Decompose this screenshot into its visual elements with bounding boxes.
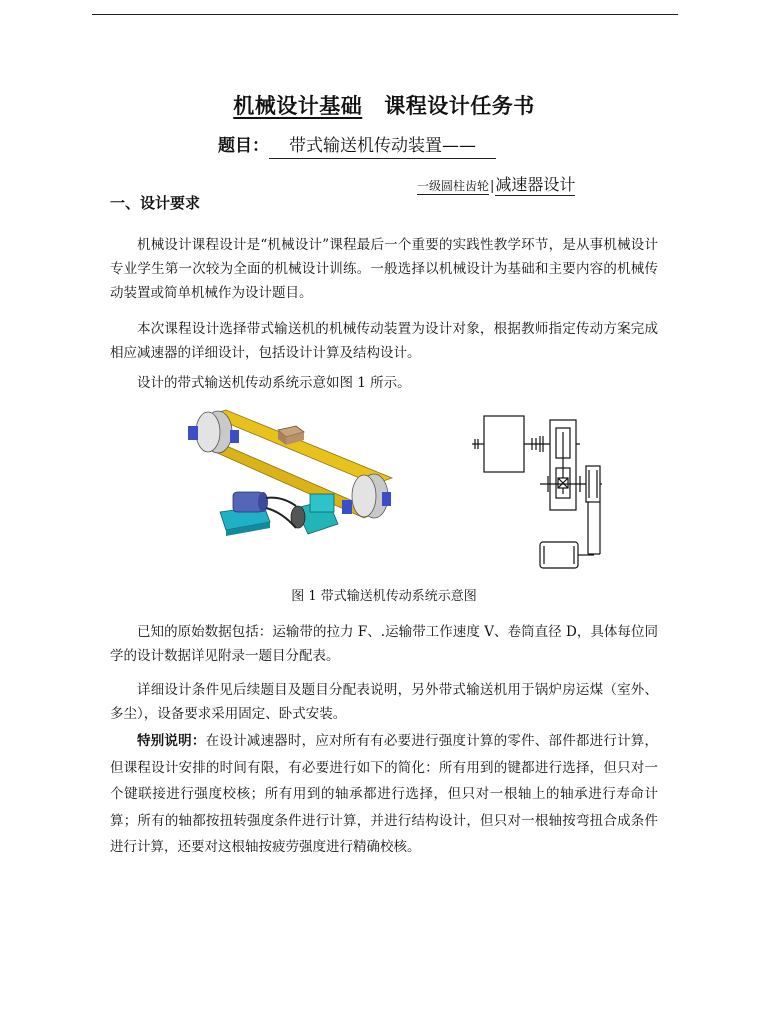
title-task: 课程设计任务书 xyxy=(384,93,535,118)
schematic-motor xyxy=(540,542,578,568)
top-rule xyxy=(92,14,678,15)
subtopic-line xyxy=(417,172,575,195)
paragraph-conditions: 详细设计条件见后续题目及题目分配表说明，另外带式输送机用于锅炉房运煤（室外、多尘），设备要求采用固定、卧式安装。 xyxy=(110,682,658,722)
special-note-text: 在设计减速器时，应对所有有必要进行强度计算的零件、部件都进行计算，但课程设计安排的时间有限，有必要进行如下的简化：所有用到的键都进行选择，但只对一个键联接进行强度校核；所有用到的轴承都进行选择，但只对一根轴上的轴承进行寿命计算；所有的轴都按扭转强度条件进行计算，并进行结构设计，但只对一根轴按弯扭合成条件进行计算，还要对这根轴按疲劳强度进行精确校核。 xyxy=(110,733,659,855)
paragraph-design-object: 本次课程设计选择带式输送机的机械传动装置为设计对象，根据教师指定传动方案完成相应减速器的详细设计，包括设计计算及结构设计。 xyxy=(110,321,658,361)
motor-assembly xyxy=(220,492,270,536)
schematic-drum xyxy=(484,416,524,472)
transmission-schematic xyxy=(468,406,618,574)
topic-line xyxy=(218,131,496,159)
title-course: 机械设计基础 xyxy=(233,93,363,118)
paragraph-figure-ref: 设计的带式输送机传动系统示意如图 1 所示。 xyxy=(137,375,411,391)
paragraph-intro: 机械设计课程设计是“机械设计”课程最后一个重要的实践性教学环节，是从事机械设计专业学生第一次较为全面的机械设计训练。一般选择以机械设计为基础和主要内容的机械传动装置或简单机械作为设计题目。 xyxy=(110,237,658,301)
paragraph-data: 已知的原始数据包括：运输带的拉力 F、.运输带工作速度 V、卷筒直径 D，具体每位同学的设计数据详见附录一题目分配表。 xyxy=(110,624,658,664)
subtopic-separator: | xyxy=(490,179,495,194)
conveyor-3d-illustration xyxy=(178,400,408,550)
special-note-label: 特别说明： xyxy=(137,733,206,749)
gearbox-assembly xyxy=(291,494,338,534)
subtopic-small: 一级圆柱齿轮 xyxy=(417,179,490,193)
topic-value: 带式输送机传动装置—— xyxy=(269,131,496,159)
figure-caption: 图 1 带式输送机传动系统示意图 xyxy=(291,589,477,604)
paragraph-special-note xyxy=(110,728,658,861)
page-title xyxy=(0,90,768,120)
section-heading-requirements: 一、设计要求 xyxy=(110,194,201,212)
topic-label: 题目： xyxy=(218,136,269,156)
subtopic-big: 减速器设计 xyxy=(495,175,576,194)
right-drum xyxy=(342,474,391,518)
